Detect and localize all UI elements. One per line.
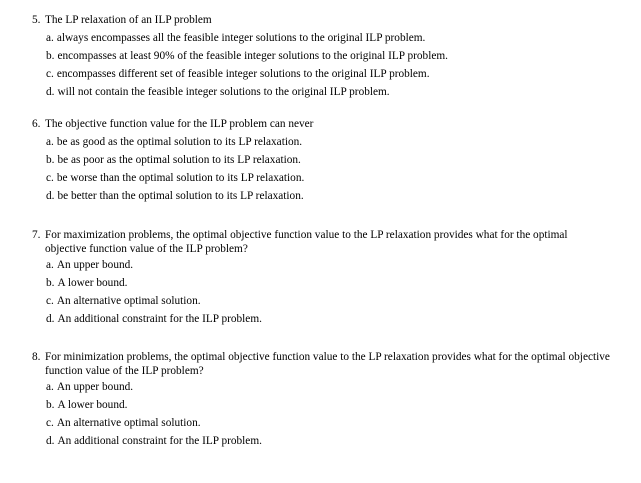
question-5 [0, 11, 641, 101]
option-text: encompasses different set of feasible integer solutions to the original ILP problem. [56, 68, 430, 80]
option-letter: c. [46, 295, 54, 307]
option-text: be as good as the optimal solution to its LP relaxation. [56, 136, 303, 148]
answer-option-c [0, 65, 641, 83]
answer-option-b [0, 274, 641, 292]
option-letter: a. [46, 259, 54, 271]
option-text: An alternative optimal solution. [56, 417, 201, 429]
answer-options [0, 256, 641, 328]
question-text: For maximization problems, the optimal objective function value to the LP relaxation provides what for the optimal objective function value of the ILP problem? [45, 229, 568, 255]
option-letter: d. [46, 435, 55, 447]
question-stem [0, 115, 641, 133]
option-letter: c. [46, 68, 54, 80]
option-letter: a. [46, 32, 54, 44]
option-text: An alternative optimal solution. [56, 295, 201, 307]
option-letter: d. [46, 313, 55, 325]
option-text: An additional constraint for the ILP problem. [57, 313, 262, 325]
answer-options [0, 378, 641, 450]
option-text: be worse than the optimal solution to its LP relaxation. [56, 172, 305, 184]
option-text: encompasses at least 90% of the feasible integer solutions to the original ILP problem. [57, 50, 448, 62]
answer-option-a [0, 256, 641, 274]
option-text: be better than the optimal solution to its LP relaxation. [57, 190, 304, 202]
option-text: will not contain the feasible integer solutions to the original ILP problem. [57, 86, 390, 98]
option-letter: a. [46, 381, 54, 393]
answer-option-c [0, 292, 641, 310]
question-8 [0, 348, 641, 450]
question-7 [0, 226, 641, 328]
answer-option-c [0, 169, 641, 187]
option-text: An upper bound. [56, 259, 134, 271]
option-text: An upper bound. [56, 381, 134, 393]
option-letter: c. [46, 172, 54, 184]
answer-options [0, 133, 641, 205]
question-6 [0, 115, 641, 205]
question-text: The objective function value for the ILP problem can never [45, 118, 314, 130]
question-stem [0, 11, 641, 29]
option-letter: b. [46, 154, 55, 166]
answer-option-b [0, 47, 641, 65]
answer-option-b [0, 396, 641, 414]
option-letter: d. [46, 86, 55, 98]
answer-option-a [0, 133, 641, 151]
question-text: The LP relaxation of an ILP problem [45, 14, 212, 26]
answer-option-a [0, 378, 641, 396]
answer-option-b [0, 151, 641, 169]
answer-options [0, 29, 641, 101]
option-letter: a. [46, 136, 54, 148]
question-text: For minimization problems, the optimal objective function value to the LP relaxation provides what for the optimal objective function value of the ILP problem? [45, 351, 610, 377]
option-text: be as poor as the optimal solution to its LP relaxation. [57, 154, 301, 166]
question-number: 7. [32, 229, 41, 241]
option-letter: b. [46, 50, 55, 62]
answer-option-a [0, 29, 641, 47]
option-text: always encompasses all the feasible integer solutions to the original ILP problem. [56, 32, 426, 44]
question-stem [0, 348, 641, 378]
option-letter: b. [46, 399, 55, 411]
option-text: A lower bound. [57, 277, 128, 289]
question-number: 8. [32, 351, 41, 363]
option-letter: c. [46, 417, 54, 429]
question-number: 5. [32, 14, 41, 26]
answer-option-d [0, 187, 641, 205]
option-text: An additional constraint for the ILP problem. [57, 435, 262, 447]
option-letter: b. [46, 277, 55, 289]
question-stem [0, 226, 641, 256]
answer-option-d [0, 432, 641, 450]
answer-option-d [0, 83, 641, 101]
option-text: A lower bound. [57, 399, 128, 411]
question-number: 6. [32, 118, 41, 130]
answer-option-c [0, 414, 641, 432]
answer-option-d [0, 310, 641, 328]
option-letter: d. [46, 190, 55, 202]
